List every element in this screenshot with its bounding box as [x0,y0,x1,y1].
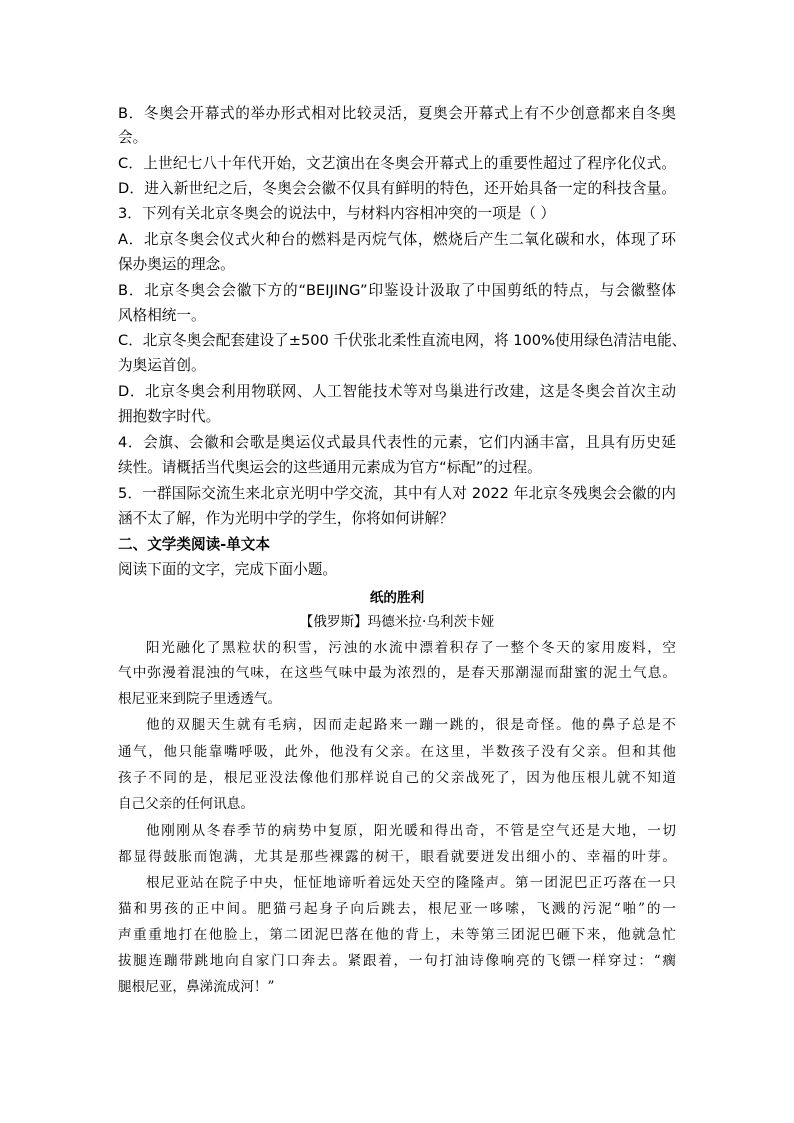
story-paragraph-4-line-4: 拔腿连蹦带跳地向自家门口奔去。紧跟着，一句打油诗像响亮的飞镖一样穿过：“瘸 [118,953,676,969]
q3-option-c-line-2: 为奥运首创。 [118,357,206,374]
story-paragraph-2-line-3: 孩子不同的是，根尼亚没法像他们那样说自己的父亲战死了，因为他压根儿就不知道 [118,770,676,786]
story-paragraph-1-line-1: 阳光融化了黑粒状的积雪，污浊的水流中漂着积存了一整个冬天的家用废料，空 [146,640,676,656]
story-paragraph-1-line-2: 气中弥漫着混浊的气味，在这些气味中最为浓烈的，是春天那潮湿而甜蜜的泥土气息。 [118,665,676,681]
q3-option-d-line-2: 拥抱数字时代。 [118,408,221,425]
story-paragraph-4-line-3: 声重重地打在他脸上，第二团泥巴落在他的背上，未等第三团泥巴砸下来，他就急忙 [118,927,676,943]
story-paragraph-4-line-5: 腿根尼亚，鼻涕流成河！” [118,979,275,995]
story-paragraph-2-line-2: 通气，他只能靠嘴呼吸，此外，他没有父亲。在这里，半数孩子没有父亲。但和其他 [118,744,676,760]
section-heading: 二、文学类阅读-单文本 [118,536,270,553]
q3-option-c-line-1: C．北京冬奥会配套建设了±500 千伏张北柔性直流电网，将 100%使用绿色清洁电能、 [118,332,687,349]
q3-option-a-line-1: A．北京冬奥会仪式火种台的燃料是丙烷气体，燃烧后产生二氧化碳和水，体现了环 [118,231,676,248]
question-4-line-2: 续性。请概括当代奥运会的这些通用元素成为官方“标配”的过程。 [118,459,542,476]
story-paragraph-2-line-1: 他的双腿天生就有毛病，因而走起路来一蹦一跳的，很是奇怪。他的鼻子总是不 [146,717,676,733]
story-paragraph-3-line-2: 都显得鼓胀而饱满，尤其是那些裸露的树干，眼看就要迸发出细小的、幸福的叶芽。 [118,849,676,865]
option-b-line-2: 会。 [118,129,148,146]
q3-option-d-line-1: D．北京冬奥会利用物联网、人工智能技术等对鸟巢进行改建，这是冬奥会首次主动 [118,383,676,400]
story-title: 纸的胜利 [369,590,425,606]
section-instruction: 阅读下面的文字，完成下面小题。 [118,561,337,578]
q3-option-b-line-2: 风格相统一。 [118,307,206,324]
option-c: C．上世纪七八十年代开始，文艺演出在冬奥会开幕式上的重要性超过了程序化仪式。 [118,155,676,172]
story-paragraph-2-line-4: 自己父亲的任何讯息。 [118,796,254,812]
q3-option-a-line-2: 保办奥运的理念。 [118,256,235,273]
story-paragraph-4-line-2: 猫和男孩的正中间。肥猫弓起身子向后跳去，根尼亚一哆嗦，飞溅的污泥“啪”的一 [118,901,676,917]
question-5-line-2: 涵不太了解，作为光明中学的学生，你将如何讲解？ [118,510,454,527]
question-4-line-1: 4．会旗、会徽和会歌是奥运仪式最具代表性的元素，它们内涵丰富，且具有历史延 [118,434,676,451]
story-paragraph-3-line-1: 他刚刚从冬春季节的病势中复原，阳光暖和得出奇，不管是空气还是大地，一切 [146,823,676,839]
story-paragraph-4-line-1: 根尼亚站在院子中央，怔怔地谛听着远处天空的隆隆声。第一团泥巴正巧落在一只 [146,875,676,891]
option-b-line-1: B．冬奥会开幕式的举办形式相对比较灵活，夏奥会开幕式上有不少创意都来自冬奥 [118,105,676,122]
option-d: D．进入新世纪之后，冬奥会会徽不仅具有鲜明的特色，还开始具备一定的科技含量。 [118,180,676,197]
question-5-line-1: 5．一群国际交流生来北京光明中学交流，其中有人对 2022 年北京冬残奥会会徽的内 [118,485,676,502]
q3-option-b-line-1: B．北京冬奥会会徽下方的“BEIJING”印鉴设计汲取了中国剪纸的特点，与会徽整体 [118,282,676,299]
question-3: 3．下列有关北京冬奥会的说法中，与材料内容相冲突的一项是（ ） [118,205,556,222]
story-author: 【俄罗斯】玛德米拉·乌利茨卡娅 [299,614,495,630]
story-paragraph-1-line-3: 根尼亚来到院子里透透气。 [118,691,282,707]
